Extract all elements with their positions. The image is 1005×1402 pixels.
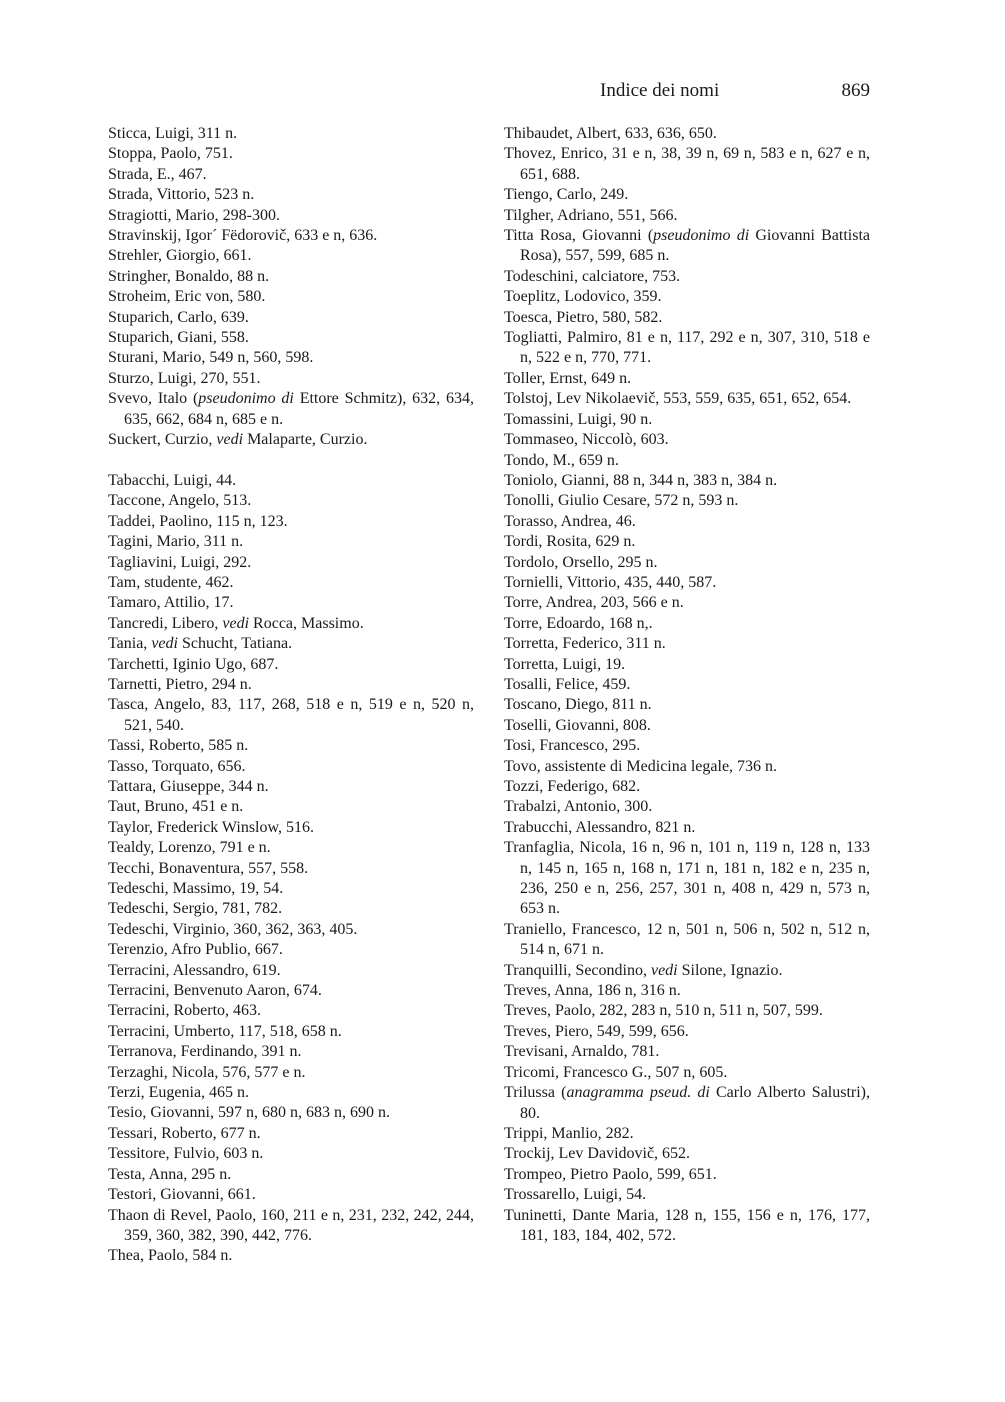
index-entry	[504, 981, 870, 1001]
index-entry	[504, 369, 870, 389]
index-entry	[108, 348, 474, 368]
entry-text: Stuparich, Giani, 558.	[108, 329, 249, 347]
index-entry	[108, 899, 474, 919]
index-entry	[108, 369, 474, 389]
index-entry	[108, 695, 474, 736]
index-entry	[504, 1165, 870, 1185]
entry-text: Treves, Paolo, 282, 283 n, 510 n, 511 n, 507, 599.	[504, 1002, 823, 1020]
index-entry	[108, 287, 474, 307]
index-entry	[504, 920, 870, 961]
index-entry	[108, 267, 474, 287]
entry-text: Silone, Ignazio.	[677, 961, 783, 979]
index-entry	[504, 410, 870, 430]
entry-text: Tilgher, Adriano, 551, 566.	[504, 206, 678, 224]
index-entry	[108, 532, 474, 552]
entry-text: Trabucchi, Alessandro, 821 n.	[504, 818, 696, 836]
entry-text: Stringher, Bonaldo, 88 n.	[108, 267, 270, 285]
entry-text: Todeschini, calciatore, 753.	[504, 267, 681, 285]
entry-text: Tarchetti, Iginio Ugo, 687.	[108, 655, 279, 673]
index-entry	[504, 206, 870, 226]
index-entry	[108, 1206, 474, 1247]
index-entry	[504, 1042, 870, 1062]
index-entry	[504, 1001, 870, 1021]
index-entry	[108, 246, 474, 266]
entry-text: Tealdy, Lorenzo, 791 e n.	[108, 839, 271, 857]
entry-text: Tam, studente, 462.	[108, 573, 234, 591]
entry-text: Tiengo, Carlo, 249.	[504, 186, 629, 204]
entry-text: Terracini, Alessandro, 619.	[108, 961, 281, 979]
index-entry	[504, 389, 870, 409]
entry-text: Thovez, Enrico, 31 e n, 38, 39 n, 69 n, 583 e n, 627 e n, 651, 688.	[504, 145, 870, 183]
entry-text: Strada, E., 467.	[108, 165, 207, 183]
entry-text: Taylor, Frederick Winslow, 516.	[108, 818, 314, 836]
index-entry	[504, 1083, 870, 1124]
entry-text: Testa, Anna, 295 n.	[108, 1165, 232, 1183]
entry-text: Tattara, Giuseppe, 344 n.	[108, 777, 269, 795]
entry-text: Tassi, Roberto, 585 n.	[108, 737, 249, 755]
entry-text: Tamaro, Attilio, 17.	[108, 594, 234, 612]
index-entry	[108, 655, 474, 675]
index-entry	[108, 512, 474, 532]
index-entry	[504, 614, 870, 634]
entry-text: Tuninetti, Dante Maria, 128 n, 155, 156 e n, 176, 177, 181, 183, 184, 402, 572.	[504, 1206, 870, 1244]
entry-text: Sturzo, Luigi, 270, 551.	[108, 369, 261, 387]
entry-text: Tessitore, Fulvio, 603 n.	[108, 1145, 264, 1163]
running-head	[600, 80, 870, 102]
entry-text: Rocca, Massimo.	[249, 614, 364, 632]
index-entry	[504, 308, 870, 328]
entry-text: Tordolo, Orsello, 295 n.	[504, 553, 658, 571]
entry-text: Trevisani, Arnaldo, 781.	[504, 1043, 660, 1061]
index-entry	[504, 267, 870, 287]
index-entry	[108, 430, 474, 450]
index-entry	[108, 206, 474, 226]
entry-italic-note: anagramma pseud. di	[566, 1084, 710, 1102]
entry-text: Stoppa, Paolo, 751.	[108, 145, 233, 163]
entry-text: Tosi, Francesco, 295.	[504, 737, 641, 755]
entry-text: Terracini, Umberto, 117, 518, 658 n.	[108, 1022, 342, 1040]
entry-text: Terenzio, Afro Publio, 667.	[108, 941, 283, 959]
entry-text: Strada, Vittorio, 523 n.	[108, 186, 255, 204]
entry-text: Trilussa (	[504, 1084, 567, 1102]
index-entry	[108, 1246, 474, 1266]
entry-text: Taccone, Angelo, 513.	[108, 492, 252, 510]
index-entry	[108, 1042, 474, 1062]
entry-text: Tarnetti, Pietro, 294 n.	[108, 675, 252, 693]
entry-text: Torretta, Federico, 311 n.	[504, 635, 666, 653]
entry-text: Tonolli, Giulio Cesare, 572 n, 593 n.	[504, 492, 739, 510]
entry-text: Tedeschi, Sergio, 781, 782.	[108, 900, 283, 918]
index-entry	[108, 797, 474, 817]
entry-text: Tommaseo, Niccolò, 603.	[504, 431, 669, 449]
index-entry	[108, 1001, 474, 1021]
entry-text: Suckert, Curzio,	[108, 431, 217, 449]
entry-text: Tondo, M., 659 n.	[504, 451, 619, 469]
entry-text: Stragiotti, Mario, 298-300.	[108, 206, 280, 224]
index-entry	[108, 920, 474, 940]
index-entry	[108, 328, 474, 348]
index-entry	[504, 430, 870, 450]
entry-text: Tranquilli, Secondino,	[504, 961, 651, 979]
entry-text: Tecchi, Bonaventura, 557, 558.	[108, 859, 309, 877]
entry-text: Terranova, Ferdinando, 391 n.	[108, 1043, 302, 1061]
index-entry	[108, 1165, 474, 1185]
entry-text: Tancredi, Libero,	[108, 614, 223, 632]
index-entry	[108, 777, 474, 797]
entry-italic-note: vedi	[151, 635, 178, 653]
entry-text: Toniolo, Gianni, 88 n, 344 n, 383 n, 384 n.	[504, 471, 778, 489]
index-entry	[504, 573, 870, 593]
index-entry	[108, 308, 474, 328]
index-entry	[504, 226, 870, 267]
index-entry	[108, 389, 474, 430]
entry-text: Thaon di Revel, Paolo, 160, 211 e n, 231, 232, 242, 244, 359, 360, 382, 390, 442, 776.	[108, 1206, 474, 1244]
entry-text: Stroheim, Eric von, 580.	[108, 288, 266, 306]
index-section-gap	[108, 451, 474, 471]
entry-text: Svevo, Italo (	[108, 390, 199, 408]
index-entry	[108, 226, 474, 246]
index-entry	[108, 859, 474, 879]
index-entry	[108, 757, 474, 777]
index-entry	[108, 940, 474, 960]
entry-text: Trabalzi, Antonio, 300.	[504, 798, 653, 816]
entry-text: Tania,	[108, 635, 152, 653]
page-number: 869	[841, 80, 870, 101]
index-entry	[108, 1185, 474, 1205]
entry-text: Terzi, Eugenia, 465 n.	[108, 1084, 250, 1102]
entry-text: Thibaudet, Albert, 633, 636, 650.	[504, 125, 717, 142]
index-column-left	[108, 124, 474, 1267]
index-entry	[504, 757, 870, 777]
index-entry	[504, 736, 870, 756]
index-entry	[504, 838, 870, 920]
entry-text: Treves, Anna, 186 n, 316 n.	[504, 982, 681, 1000]
entry-text: Treves, Piero, 549, 599, 656.	[504, 1022, 689, 1040]
entry-text: Terracini, Roberto, 463.	[108, 1002, 262, 1020]
entry-text: Tricomi, Francesco G., 507 n, 605.	[504, 1063, 728, 1081]
index-entry	[108, 838, 474, 858]
index-entry	[504, 675, 870, 695]
entry-text: Titta Rosa, Giovanni (	[504, 227, 654, 245]
index-entry	[504, 1144, 870, 1164]
index-entry	[108, 491, 474, 511]
entry-text: Toselli, Giovanni, 808.	[504, 716, 651, 734]
entry-text: Tedeschi, Virginio, 360, 362, 363, 405.	[108, 920, 358, 938]
index-entry	[504, 124, 870, 144]
entry-text: Torre, Edoardo, 168 n,.	[504, 614, 653, 632]
index-column-right	[504, 124, 870, 1246]
entry-text: Stuparich, Carlo, 639.	[108, 308, 249, 326]
entry-italic-note: vedi	[216, 431, 244, 449]
entry-text: Ettore Schmitz), 632, 634, 635, 662, 684 n, 685 e n.	[124, 390, 474, 428]
entry-text: Togliatti, Palmiro, 81 e n, 117, 292 e n, 307, 310, 518 e n, 522 e n, 770, 771.	[504, 329, 870, 367]
index-entry	[108, 1063, 474, 1083]
entry-text: Taut, Bruno, 451 e n.	[108, 798, 244, 816]
index-entry	[504, 634, 870, 654]
index-entry	[108, 553, 474, 573]
entry-text: Giovanni Battista Rosa), 557, 599, 685 n.	[520, 227, 870, 265]
entry-text: Tordi, Rosita, 629 n.	[504, 533, 636, 551]
section-title: Indice dei nomi	[600, 80, 720, 101]
index-entry	[504, 716, 870, 736]
index-entry	[108, 1083, 474, 1103]
index-entry	[108, 185, 474, 205]
index-entry	[504, 491, 870, 511]
entry-text: Sticca, Luigi, 311 n.	[108, 125, 238, 142]
entry-text: Toscano, Diego, 811 n.	[504, 696, 652, 714]
index-entry	[504, 1124, 870, 1144]
index-entry	[504, 655, 870, 675]
index-entry	[108, 818, 474, 838]
entry-text: Traniello, Francesco, 12 n, 501 n, 506 n, 502 n, 512 n, 514 n, 671 n.	[504, 920, 870, 959]
entry-text: Tasca, Angelo, 83, 117, 268, 518 e n, 519 e n, 520 n, 521, 540.	[108, 696, 474, 734]
index-entry	[108, 961, 474, 981]
index-entry	[108, 573, 474, 593]
index-entry	[504, 1063, 870, 1083]
index-entry	[108, 634, 474, 654]
index-entry	[504, 532, 870, 552]
entry-text: Tornielli, Vittorio, 435, 440, 587.	[504, 573, 717, 591]
entry-text: Torasso, Andrea, 46.	[504, 512, 636, 530]
index-entry	[504, 287, 870, 307]
entry-text: Taddei, Paolino, 115 n, 123.	[108, 512, 288, 530]
index-entry	[108, 736, 474, 756]
entry-text: Trockij, Lev Davidovič, 652.	[504, 1145, 691, 1163]
index-entry	[504, 185, 870, 205]
entry-text: Malaparte, Curzio.	[243, 431, 368, 449]
entry-text: Terzaghi, Nicola, 576, 577 e n.	[108, 1063, 306, 1081]
index-entry	[108, 614, 474, 634]
index-entry	[504, 328, 870, 369]
entry-text: Tabacchi, Luigi, 44.	[108, 471, 237, 489]
entry-text: Toeplitz, Lodovico, 359.	[504, 288, 662, 306]
entry-text: Tozzi, Federigo, 682.	[504, 778, 641, 795]
entry-text: Tesio, Giovanni, 597 n, 680 n, 683 n, 690 n.	[108, 1104, 390, 1122]
index-entry	[108, 1022, 474, 1042]
index-entry	[504, 777, 870, 797]
index-entry	[504, 818, 870, 838]
index-entry	[108, 1124, 474, 1144]
entry-text: Torre, Andrea, 203, 566 e n.	[504, 594, 684, 612]
index-entry	[504, 451, 870, 471]
entry-text: Stravinskij, Igor´ Fëdorovič, 633 e n, 636.	[108, 227, 378, 245]
entry-text: Trompeo, Pietro Paolo, 599, 651.	[504, 1165, 717, 1183]
index-entry	[108, 879, 474, 899]
index-entry	[108, 675, 474, 695]
entry-italic-note: pseudonimo di	[198, 390, 294, 408]
index-entry	[504, 471, 870, 491]
entry-text: Torretta, Luigi, 19.	[504, 655, 626, 673]
entry-text: Carlo Alberto Salustri), 80.	[520, 1084, 871, 1122]
entry-text: Schucht, Tatiana.	[177, 635, 293, 653]
entry-text: Tovo, assistente di Medicina legale, 736 n.	[504, 757, 778, 775]
entry-text: Tagini, Mario, 311 n.	[108, 533, 244, 551]
index-entry	[108, 471, 474, 491]
entry-text: Tranfaglia, Nicola, 16 n, 96 n, 101 n, 119 n, 128 n, 133 n, 145 n, 165 n, 168 n, 171 n, 181 n, 182 e n, 235 n, 236, 250 e n, 256, 257, 301 n, 408 n, 429 n, 573 n, 653 n.	[504, 839, 870, 918]
entry-text: Tomassini, Luigi, 90 n.	[504, 410, 653, 428]
entry-italic-note: vedi	[222, 614, 250, 632]
index-entry	[504, 1206, 870, 1247]
index-entry	[108, 1144, 474, 1164]
entry-text: Thea, Paolo, 584 n.	[108, 1247, 233, 1265]
entry-text: Strehler, Giorgio, 661.	[108, 247, 252, 265]
index-entry	[504, 961, 870, 981]
entry-text: Terracini, Benvenuto Aaron, 674.	[108, 982, 322, 1000]
index-entry	[108, 593, 474, 613]
index-entry	[504, 1022, 870, 1042]
index-entry	[504, 1185, 870, 1205]
entry-text: Trippi, Manlio, 282.	[504, 1124, 634, 1142]
entry-italic-note: pseudonimo di	[653, 227, 750, 245]
entry-italic-note: vedi	[650, 961, 678, 979]
index-entry	[504, 144, 870, 185]
entry-text: Sturani, Mario, 549 n, 560, 598.	[108, 349, 314, 367]
entry-text: Tedeschi, Massimo, 19, 54.	[108, 880, 284, 898]
index-entry	[504, 512, 870, 532]
entry-text: Tagliavini, Luigi, 292.	[108, 553, 252, 571]
entry-text: Trossarello, Luigi, 54.	[504, 1186, 647, 1204]
index-entry	[108, 1103, 474, 1123]
index-entry	[504, 593, 870, 613]
entry-text: Tasso, Torquato, 656.	[108, 757, 246, 775]
index-entry	[108, 981, 474, 1001]
entry-text: Toesca, Pietro, 580, 582.	[504, 308, 663, 326]
entry-text: Toller, Ernst, 649 n.	[504, 369, 632, 387]
entry-text: Tessari, Roberto, 677 n.	[108, 1124, 261, 1142]
index-entry	[504, 695, 870, 715]
index-entry	[504, 553, 870, 573]
index-entry	[108, 144, 474, 164]
entry-text: Testori, Giovanni, 661.	[108, 1186, 256, 1204]
index-entry	[108, 124, 474, 144]
entry-text: Tolstoj, Lev Nikolaevič, 553, 559, 635, 651, 652, 654.	[504, 390, 852, 408]
index-entry	[108, 165, 474, 185]
index-entry	[504, 797, 870, 817]
entry-text: Tosalli, Felice, 459.	[504, 675, 631, 693]
